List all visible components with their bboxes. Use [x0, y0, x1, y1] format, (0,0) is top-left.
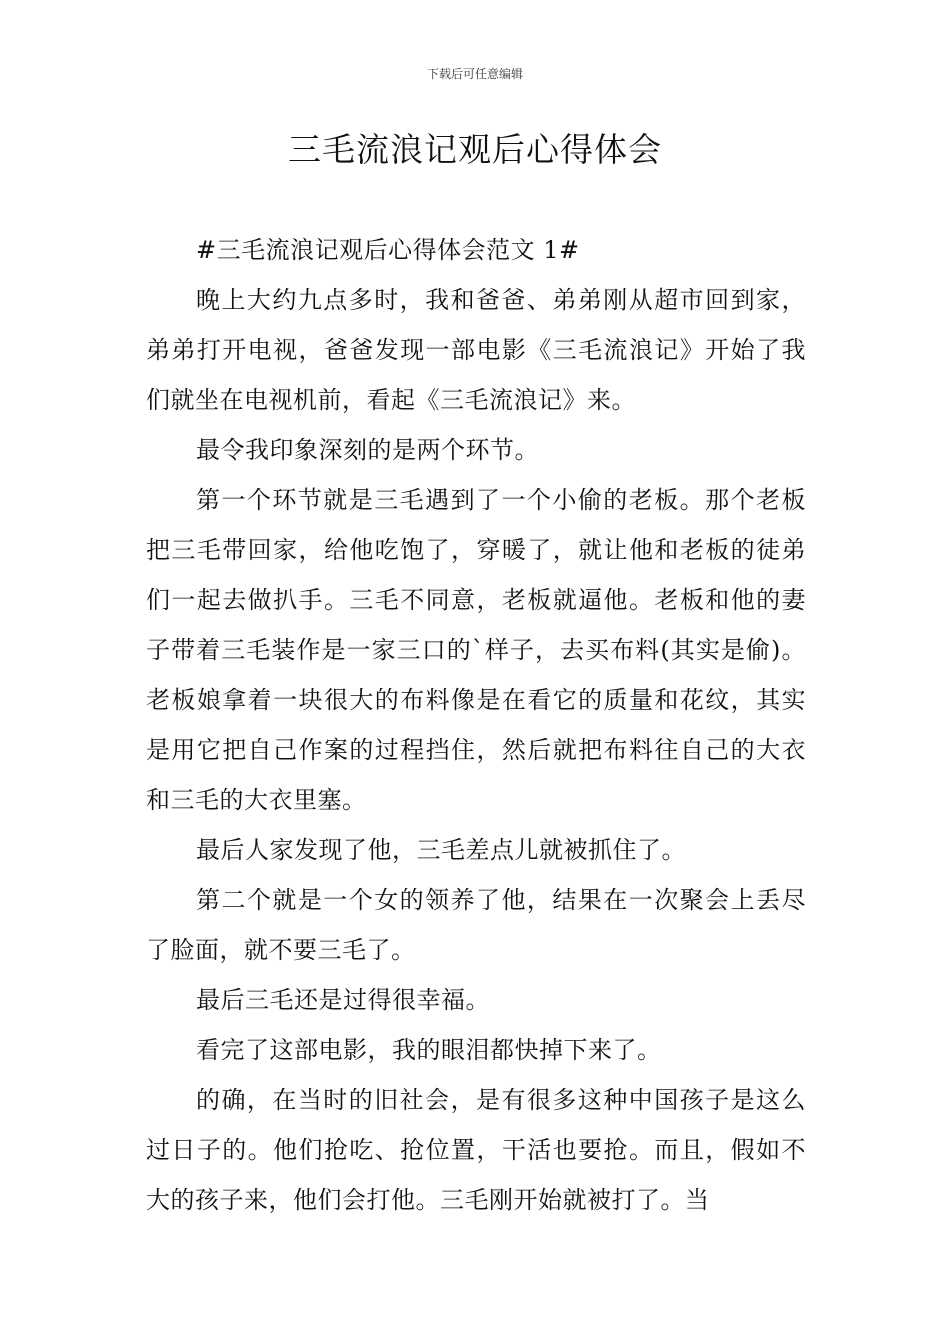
document-body — [146, 225, 806, 1225]
paragraph-section-heading: #三毛流浪记观后心得体会范文 1# — [196, 236, 580, 264]
header-note: 下载后可任意编辑 — [426, 67, 523, 81]
paragraph: 看完了这部电影，我的眼泪都快掉下来了。 — [196, 1036, 662, 1064]
paragraph: 第一个环节就是三毛遇到了一个小偷的老板。那个老板把三毛带回家，给他吃饱了，穿暖了，就让他和老板的徒弟们一起去做扒手。三毛不同意，老板就逼他。老板和他的妻子带着三毛装作是一家三口的`样子，去买布料(其实是偷)。老板娘拿着一块很大的布料像是在看它的质量和花纹，其实是用它把自己作案的过程挡住，然后就把布料往自己的大衣和三毛的大衣里塞。 — [146, 486, 806, 814]
paragraph: 最后人家发现了他，三毛差点儿就被抓住了。 — [196, 836, 686, 864]
paragraph: 的确，在当时的旧社会，是有很多这种中国孩子是这么过日子的。他们抢吃、抢位置，干活也要抢。而且，假如不大的孩子来，他们会打他。三毛刚开始就被打了。当 — [146, 1086, 806, 1214]
document-title: 三毛流浪记观后心得体会 — [288, 130, 662, 169]
paragraph: 第二个就是一个女的领养了他，结果在一次聚会上丢尽了脸面，就不要三毛了。 — [146, 886, 806, 964]
paragraph: 最令我印象深刻的是两个环节。 — [196, 436, 539, 464]
paragraph: 最后三毛还是过得很幸福。 — [196, 986, 490, 1014]
paragraph: 晚上大约九点多时，我和爸爸、弟弟刚从超市回到家，弟弟打开电视，爸爸发现一部电影《三毛流浪记》开始了我们就坐在电视机前，看起《三毛流浪记》来。 — [146, 286, 806, 414]
